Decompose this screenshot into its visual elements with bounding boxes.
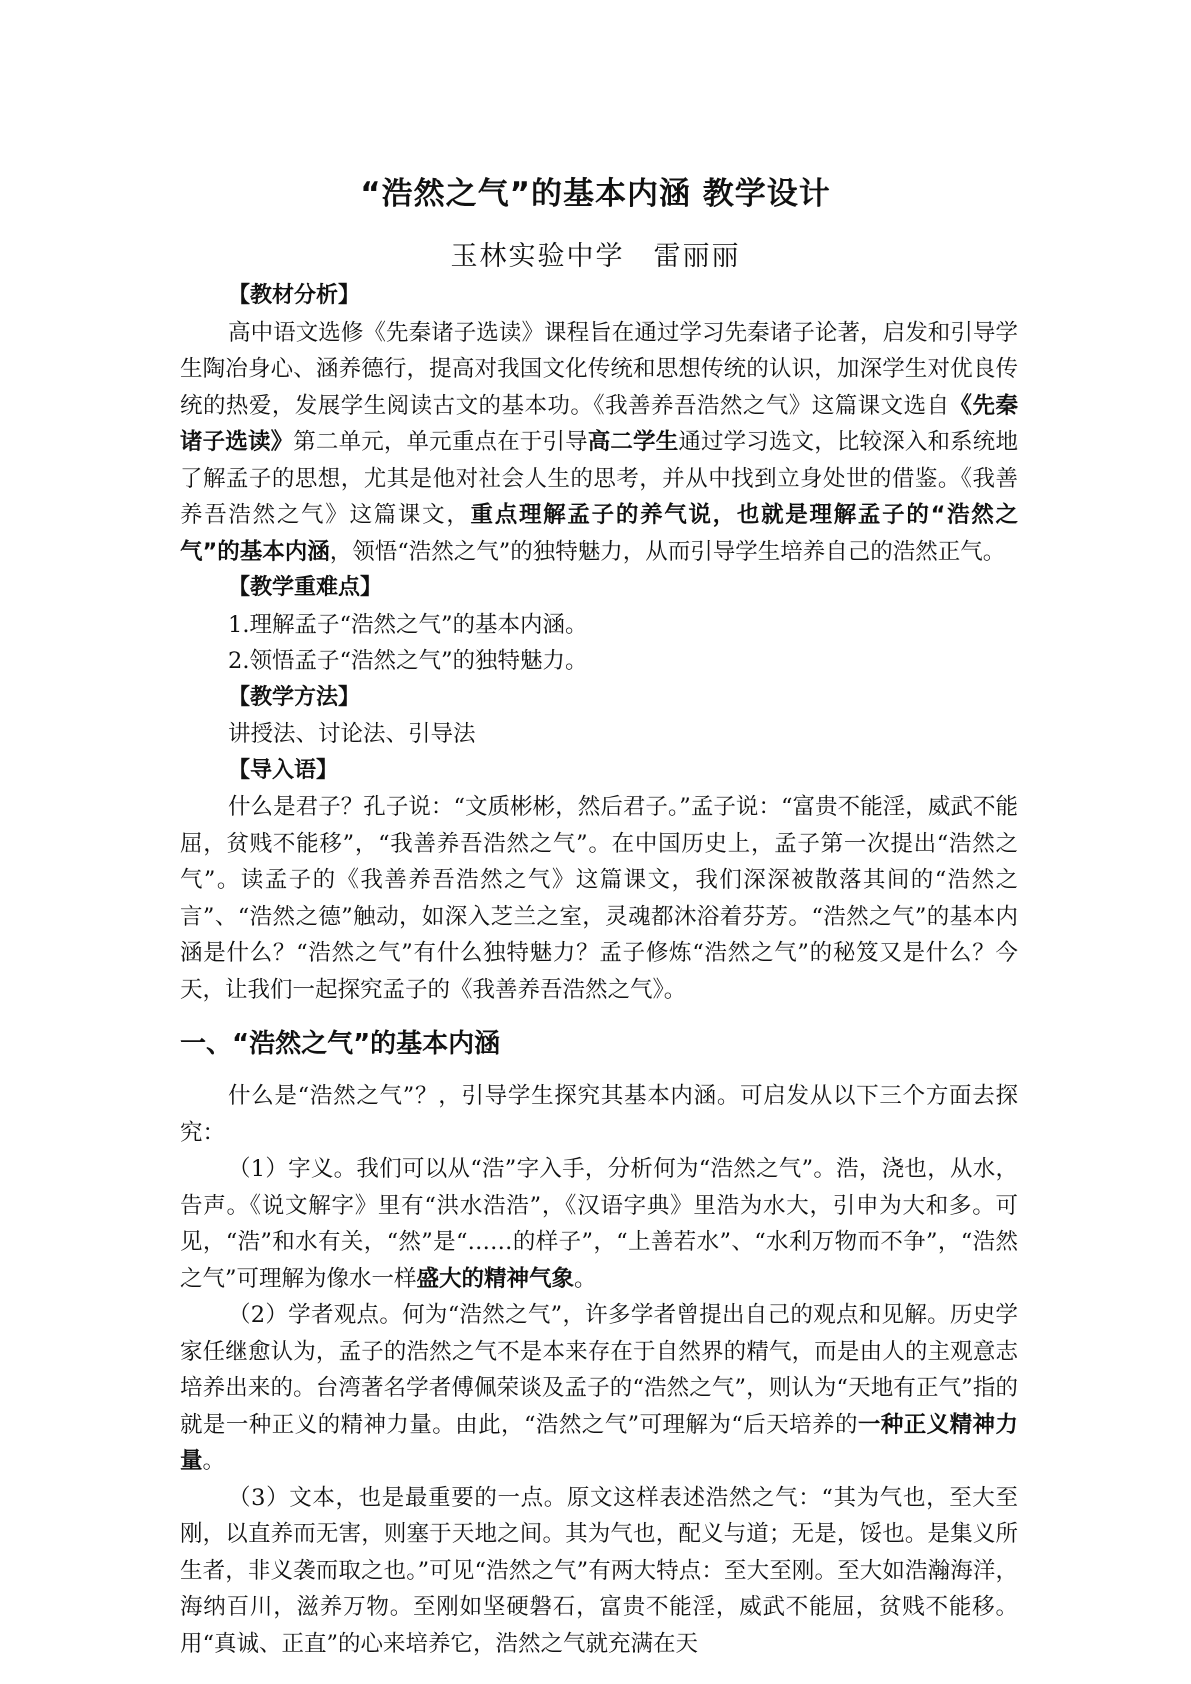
- difficulty-item-2: 2.领悟孟子“浩然之气”的独特魅力。: [228, 648, 588, 674]
- paragraph-intro: 什么是君子？孔子说：“文质彬彬，然后君子。”孟子说：“富贵不能淫，威武不能屈，贫贱不能移”，“我善养吾浩然之气”。在中国历史上，孟子第一次提出“浩然之气”。读孟子的《我善养吾浩然之气》这篇课文，我们深深被散落其间的“浩然之言”、“浩然之德”触动，如深入芝兰之室，灵魂都沐浴着芬芳。“浩然之气”的基本内涵是什么？“浩然之气”有什么独特魅力？孟子修炼“浩然之气”的秘笈又是什么？今天，让我们一起探究孟子的《我善养吾浩然之气》。: [180, 794, 1018, 1003]
- section-heading-1: 一、“浩然之气”的基本内涵: [180, 1029, 501, 1059]
- text-span: 第二单元，单元重点在于引导: [293, 429, 588, 455]
- heading-difficulty: 【教学重难点】: [228, 575, 383, 600]
- difficulty-item-1: 1.理解孟子“浩然之气”的基本内涵。: [228, 611, 588, 638]
- text-span: ，领悟“浩然之气”的独特魅力，从而引导学生培养自己的浩然正气。: [329, 538, 1006, 565]
- author-line: 玉林实验中学 雷丽丽: [450, 241, 741, 272]
- text-span: 通过学习选文，比较深入和系统地了解孟子的思想，尤其是他对社会人生的思考，并从中找到立身处世的借鉴。《我善养吾浩然之气》这篇课文，: [180, 429, 1018, 528]
- bold-span: 高二学生: [587, 429, 679, 455]
- text-span: 。: [202, 1448, 226, 1474]
- bold-span: 盛大的精神气象: [416, 1265, 575, 1292]
- document-body: [180, 278, 1018, 1662]
- paragraph-analysis: [180, 315, 1018, 571]
- paragraph-point-1: [180, 1151, 1018, 1297]
- text-span: （2）学者观点。何为“浩然之气”，许多学者曾提出自己的观点和见解。历史学家任继愈认为，孟子的浩然之气不是本来存在于自然界的精气，而是由人的主观意志培养出来的。台湾著名学者傅佩荣谈及孟子的“浩然之气”，则认为“天地有正气”指的就是一种正义的精神力量。由此，“浩然之气”可理解为“后天培养的: [180, 1302, 1018, 1438]
- heading-method: 【教学方法】: [228, 684, 361, 710]
- bold-span: 一种正义精神力量: [180, 1411, 1018, 1474]
- method-text: 讲授法、讨论法、引导法: [228, 721, 476, 747]
- paragraph-point-3: （3）文本，也是最重要的一点。原文这样表述浩然之气：“其为气也，至大至刚，以直养而无害，则塞于天地之间。其为气也，配义与道；无是，馁也。是集义所生者，非义袭而取之也。”可见“浩然之气”有两大特点：至大至刚。至大如浩瀚海洋，海纳百川，滋养万物。至刚如坚硬磐石，富贵不能淫，威武不能屈，贫贱不能移。用“真诚、正直”的心来培养它，浩然之气就充满在天: [180, 1484, 1018, 1657]
- bold-span: 重点理解孟子的养气说，也就是理解孟子的“浩然之气”的基本内涵: [180, 502, 1018, 565]
- section-lead: 什么是“浩然之气”？，引导学生探究其基本内涵。可启发从以下三个方面去探究：: [180, 1083, 1018, 1146]
- heading-analysis: 【教材分析】: [228, 283, 361, 308]
- heading-intro: 【导入语】: [228, 757, 339, 783]
- text-span: 。: [574, 1265, 597, 1292]
- text-span: （1）字义。我们可以从“浩”字入手，分析何为“浩然之气”。浩，浇也，从水，告声。《说文解字》里有“洪水浩浩”，《汉语字典》里浩为水大，引申为大和多。可见，“浩”和水有关，“然”是“……的样子”，“上善若水”、“水利万物而不争”，“浩然之气”可理解为像水一样: [180, 1156, 1018, 1292]
- document-title: “浩然之气”的基本内涵 教学设计: [360, 176, 831, 212]
- text-span: 高中语文选修《先秦诸子选读》课程旨在通过学习先秦诸子论著，启发和引导学生陶冶身心、涵养德行，提高对我国文化传统和思想传统的认识，加深学生对优良传统的热爱，发展学生阅读古文的基本功。《我善养吾浩然之气》这篇课文选自: [180, 319, 1018, 419]
- paragraph-point-2: [180, 1297, 1018, 1480]
- bold-span: 《先秦诸子选读》: [180, 392, 1018, 455]
